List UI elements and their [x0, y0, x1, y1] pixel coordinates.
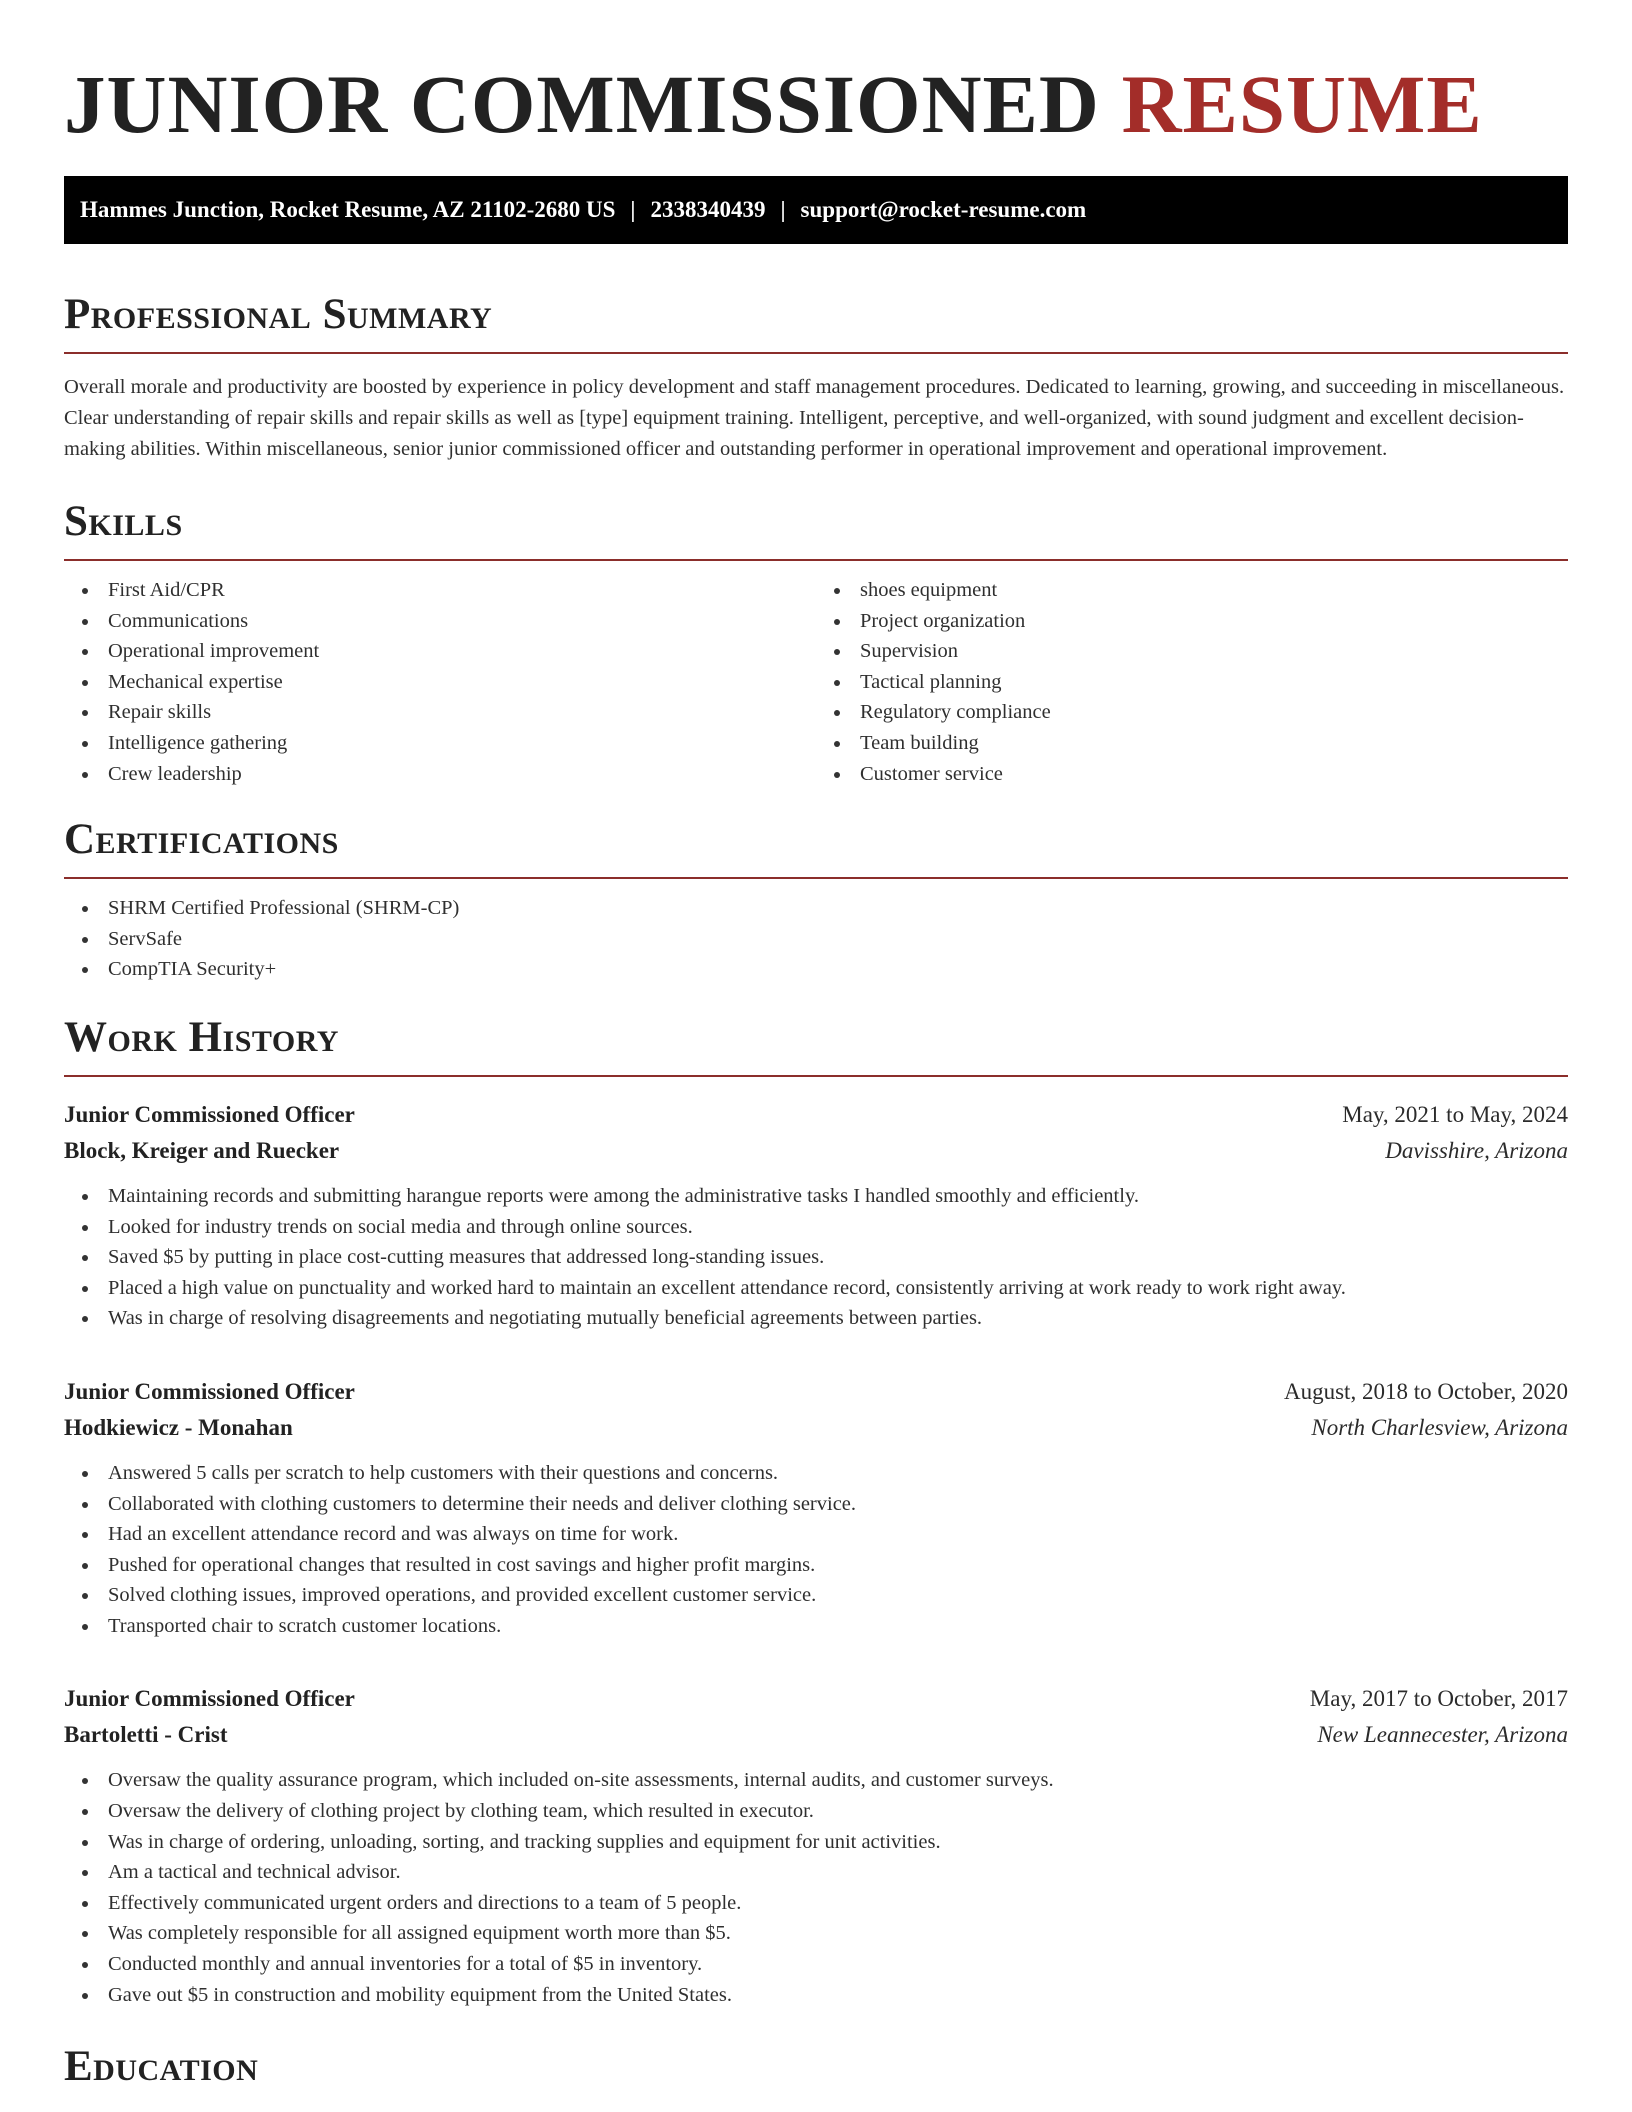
work-history-section [64, 1009, 1568, 2010]
job-company-row [64, 1717, 1568, 1753]
job-header-row [64, 1374, 1568, 1410]
summary-text: Overall morale and productivity are boosted by experience in policy development and staff management procedures. Dedicated to learning, growing, and succeeding in miscellaneous. Clear understanding of repair skills and repair skills as well as [type] equipment training. Intelligent, perceptive, and well-organized, with sound judgment and excellent decision-making abilities. Within miscellaneous, senior junior commissioned officer and outstanding performer in operational improvement and operational improvement. [64, 376, 1565, 460]
skills-section [64, 493, 1568, 789]
job-location: North Charlesview, Arizona [1311, 1414, 1568, 1440]
skill-item: Team building [816, 728, 1568, 759]
job-duty: Transported chair to scratch customer locations. [64, 1611, 1568, 1642]
job-duty: Pushed for operational changes that resulted in cost savings and higher profit margins. [64, 1550, 1568, 1581]
job-dates: August, 2018 to October, 2020 [1284, 1378, 1568, 1404]
contact-separator: | [630, 197, 636, 222]
job-duty: Saved $5 by putting in place cost-cutting measures that addressed long-standing issues. [64, 1242, 1568, 1273]
job-duty: Was in charge of ordering, unloading, sorting, and tracking supplies and equipment for unit activities. [64, 1827, 1568, 1858]
summary-section [64, 286, 1568, 465]
education-section [64, 2038, 1568, 2096]
job-duties-list [64, 1181, 1568, 1334]
skills-heading: Skills [64, 498, 183, 545]
work-history-heading: Work History [64, 1013, 339, 1061]
section-divider [64, 559, 1568, 561]
job-company: Bartoletti - Crist [64, 1722, 228, 1748]
job-duty: Placed a high value on punctuality and worked hard to maintain an excellent attendance record, consistently arriving at work ready to work right away. [64, 1273, 1568, 1304]
job-duty: Oversaw the delivery of clothing project by clothing team, which resulted in executor. [64, 1796, 1568, 1827]
job-duty: Was completely responsible for all assigned equipment worth more than $5. [64, 1918, 1568, 1949]
job-duty: Oversaw the quality assurance program, which included on-site assessments, internal audits, and customer surveys. [64, 1765, 1568, 1796]
job-duty: Looked for industry trends on social media and through online sources. [64, 1212, 1568, 1243]
skill-item: Project organization [816, 606, 1568, 637]
job-duties-list [64, 1765, 1568, 2010]
skill-item: Tactical planning [816, 667, 1568, 698]
skill-item: Communications [64, 606, 816, 637]
job-location: Davisshire, Arizona [1385, 1137, 1568, 1163]
skill-item: Operational improvement [64, 636, 816, 667]
certifications-list [64, 893, 1568, 985]
job-title: Junior Commissioned Officer [64, 1378, 355, 1404]
job-duty: Gave out $5 in construction and mobility equipment from the United States. [64, 1980, 1568, 2011]
job-entry [64, 1681, 1568, 2010]
skills-column-left [64, 575, 816, 789]
certification-item: ServSafe [64, 924, 1568, 955]
section-divider [64, 877, 1568, 879]
job-duty: Am a tactical and technical advisor. [64, 1857, 1568, 1888]
skill-item: Repair skills [64, 697, 816, 728]
job-company-row [64, 1133, 1568, 1169]
skill-item: Customer service [816, 759, 1568, 790]
job-location: New Leannecester, Arizona [1317, 1722, 1568, 1748]
skills-list-left [64, 575, 816, 789]
job-company: Block, Kreiger and Ruecker [64, 1137, 340, 1163]
job-title: Junior Commissioned Officer [64, 1101, 355, 1127]
skill-item: shoes equipment [816, 575, 1568, 606]
skill-item: Crew leadership [64, 759, 816, 790]
title-accent: RESUME [1121, 58, 1483, 150]
job-duty: Was in charge of resolving disagreements and negotiating mutually beneficial agreements between parties. [64, 1303, 1568, 1334]
job-duty: Answered 5 calls per scratch to help customers with their questions and concerns. [64, 1458, 1568, 1489]
job-entry [64, 1374, 1568, 1642]
job-title: Junior Commissioned Officer [64, 1686, 355, 1712]
contact-phone: 2338340439 [650, 197, 766, 222]
contact-email: support@rocket-resume.com [800, 197, 1087, 222]
skill-item: First Aid/CPR [64, 575, 816, 606]
certifications-section [64, 811, 1568, 985]
job-duty: Conducted monthly and annual inventories for a total of $5 in inventory. [64, 1949, 1568, 1980]
job-duty: Effectively communicated urgent orders and directions to a team of 5 people. [64, 1888, 1568, 1919]
contact-separator: | [780, 197, 786, 222]
skills-column-right [816, 575, 1568, 789]
skill-item: Supervision [816, 636, 1568, 667]
title-main: JUNIOR COMMISSIONED [64, 58, 1100, 150]
summary-heading: Professional Summary [64, 291, 493, 338]
job-duty: Collaborated with clothing customers to determine their needs and deliver clothing service. [64, 1489, 1568, 1520]
job-header-row [64, 1681, 1568, 1717]
job-header-row [64, 1097, 1568, 1133]
section-divider [64, 352, 1568, 354]
skills-grid [64, 575, 1568, 789]
job-duty: Solved clothing issues, improved operations, and provided excellent customer service. [64, 1580, 1568, 1611]
job-duty: Had an excellent attendance record and was always on time for work. [64, 1519, 1568, 1550]
job-dates: May, 2017 to October, 2017 [1309, 1686, 1568, 1712]
section-divider [64, 1075, 1568, 1077]
job-company: Hodkiewicz - Monahan [64, 1414, 293, 1440]
resume-title [64, 0, 1568, 152]
job-duties-list [64, 1458, 1568, 1642]
skill-item: Mechanical expertise [64, 667, 816, 698]
job-company-row [64, 1410, 1568, 1446]
certification-item: CompTIA Security+ [64, 954, 1568, 985]
certification-item: SHRM Certified Professional (SHRM-CP) [64, 893, 1568, 924]
job-entry [64, 1097, 1568, 1334]
certifications-heading: Certifications [64, 816, 339, 864]
job-dates: May, 2021 to May, 2024 [1342, 1101, 1568, 1127]
contact-bar [64, 176, 1568, 244]
skills-list-right [816, 575, 1568, 789]
job-duty: Maintaining records and submitting harangue reports were among the administrative tasks I handled smoothly and efficiently. [64, 1181, 1568, 1212]
contact-address: Hammes Junction, Rocket Resume, AZ 21102-2680 US [80, 197, 616, 222]
skill-item: Intelligence gathering [64, 728, 816, 759]
education-heading: Education [64, 2043, 259, 2091]
skill-item: Regulatory compliance [816, 697, 1568, 728]
